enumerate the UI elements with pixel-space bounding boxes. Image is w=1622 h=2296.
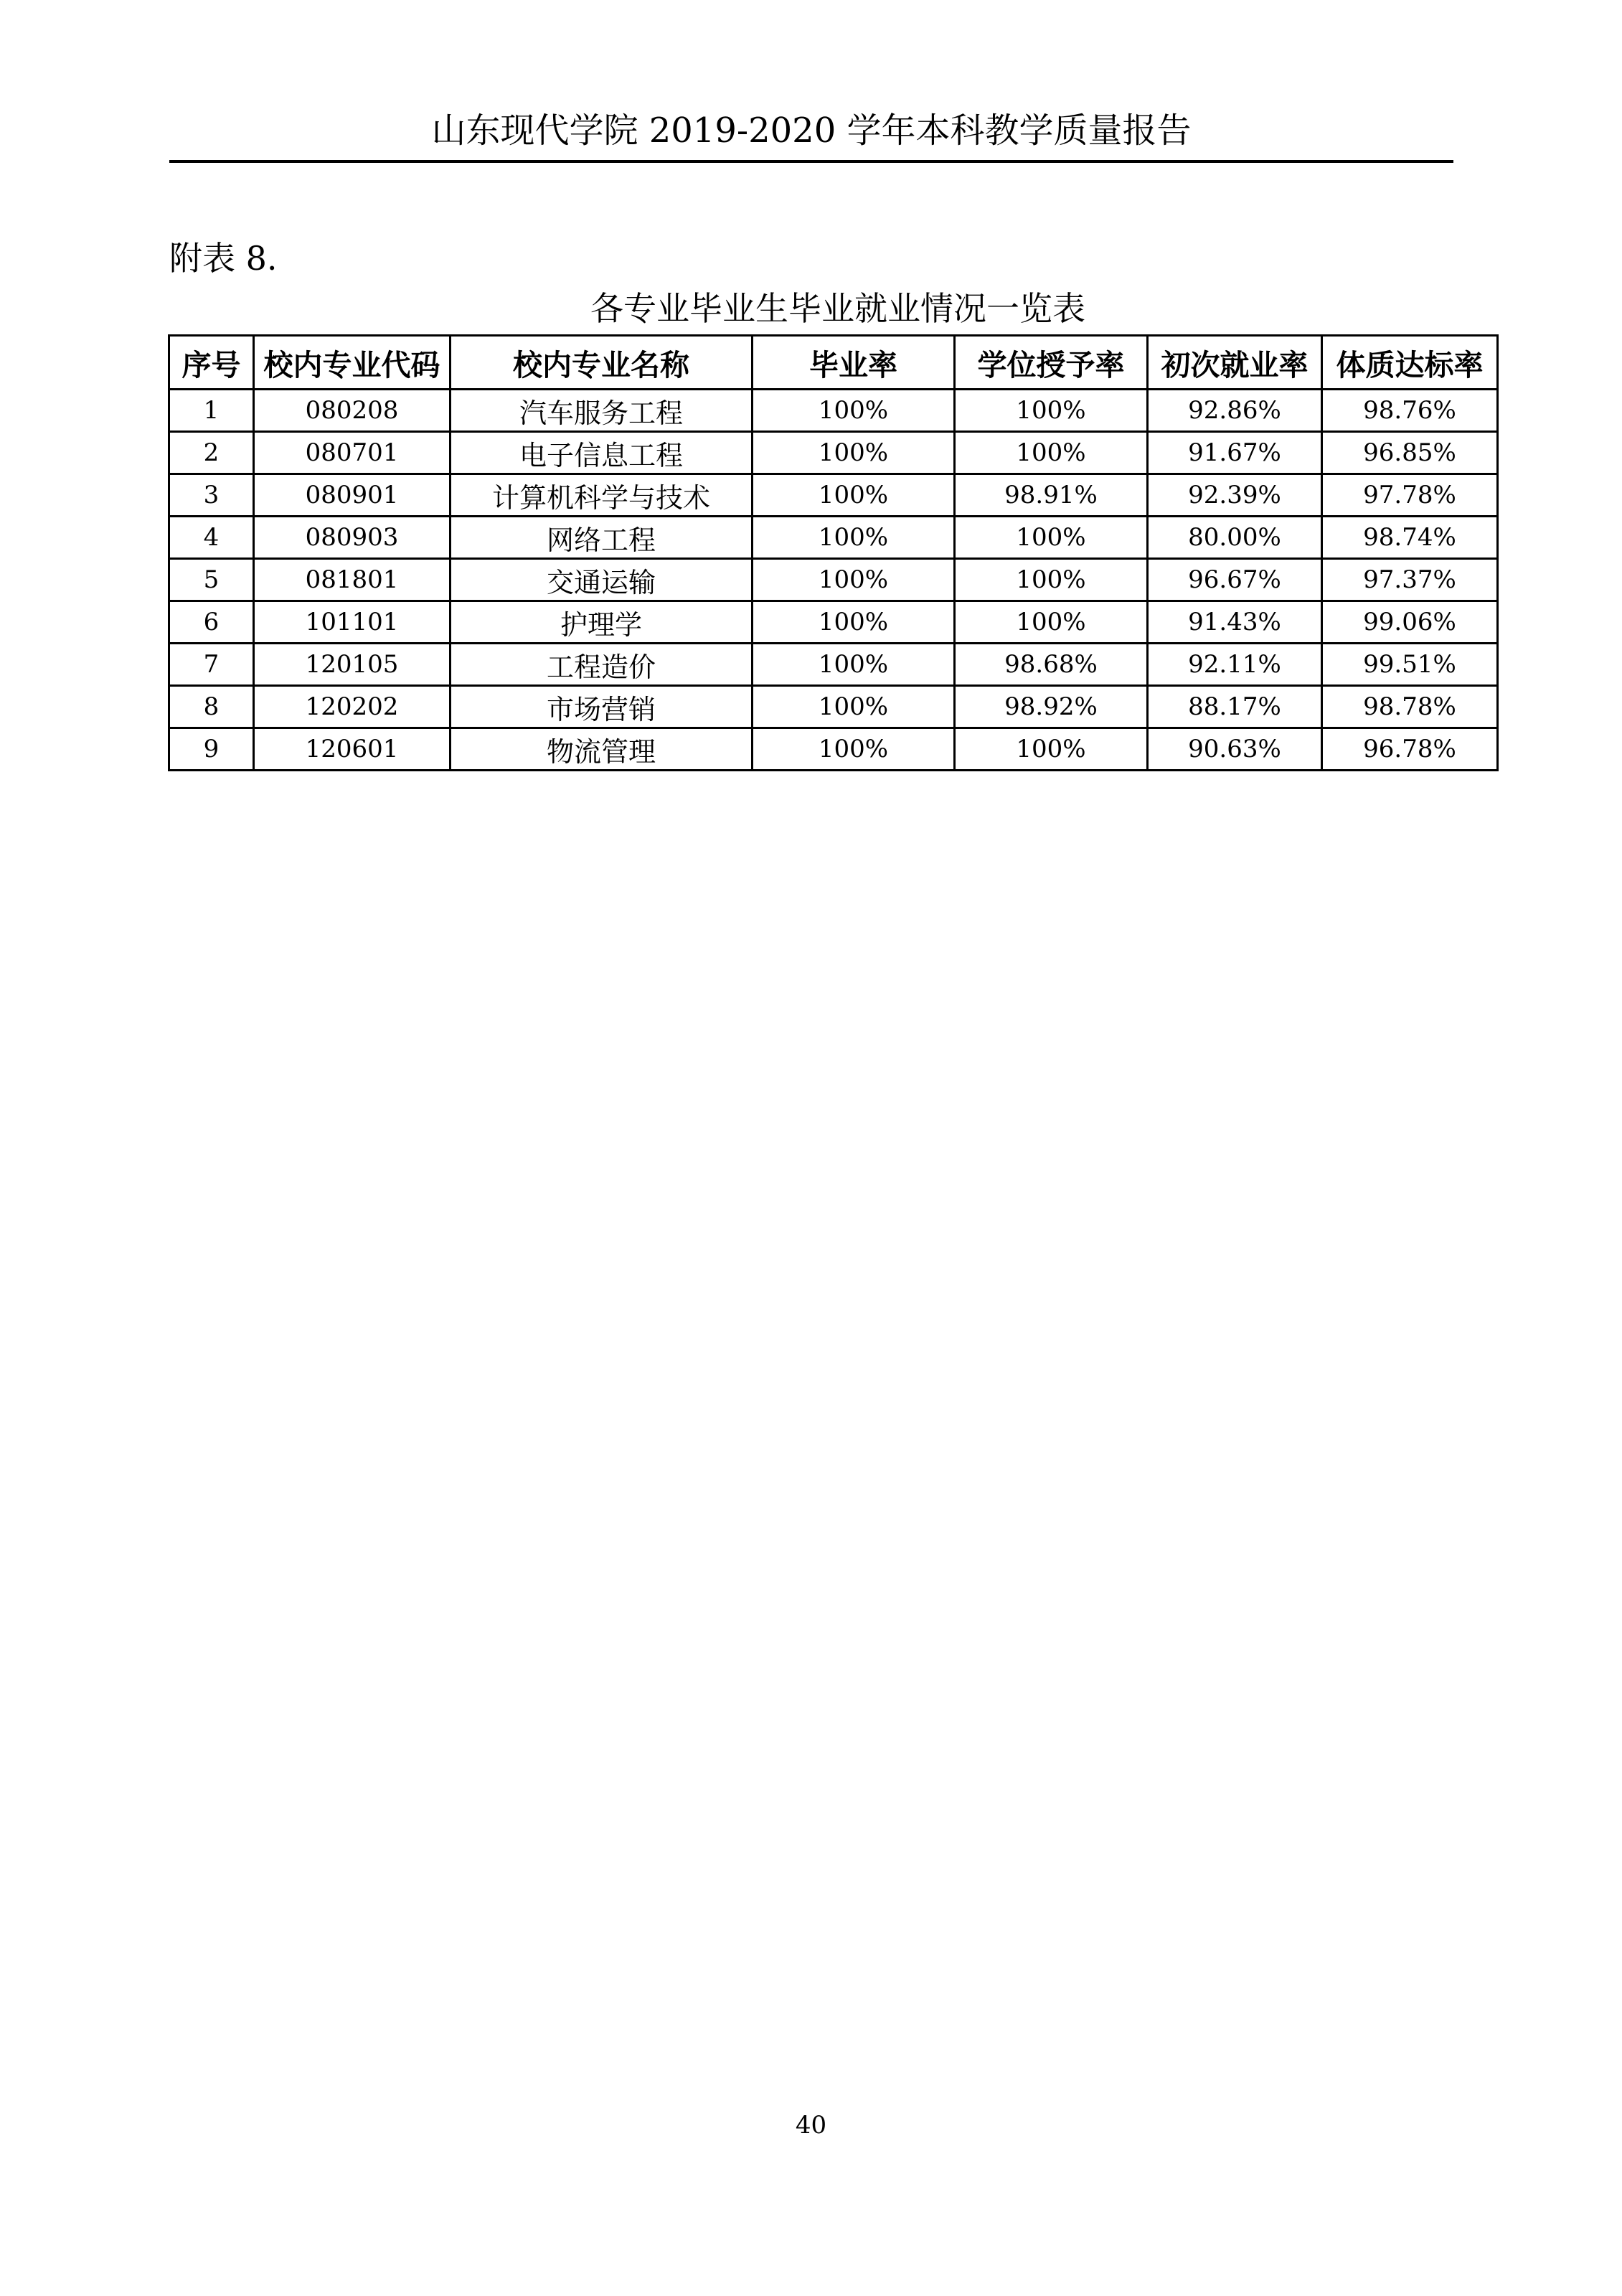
column-header-degree-rate: 学位授予率	[955, 336, 1148, 390]
cell-index: 6	[169, 601, 254, 644]
cell-employment-rate: 91.43%	[1148, 601, 1322, 644]
employment-table	[168, 334, 1499, 771]
cell-graduation-rate: 100%	[753, 686, 955, 728]
cell-major-code: 081801	[254, 559, 451, 601]
cell-major-name: 汽车服务工程	[451, 390, 753, 432]
cell-degree-rate: 100%	[955, 517, 1148, 559]
page-number: 40	[795, 2111, 827, 2140]
cell-graduation-rate: 100%	[753, 601, 955, 644]
cell-major-code: 080208	[254, 390, 451, 432]
cell-major-name: 计算机科学与技术	[451, 474, 753, 517]
cell-fitness-rate: 96.85%	[1322, 432, 1498, 474]
page-header-title: 山东现代学院 2019-2020 学年本科教学质量报告	[431, 110, 1192, 151]
cell-employment-rate: 80.00%	[1148, 517, 1322, 559]
cell-employment-rate: 88.17%	[1148, 686, 1322, 728]
table-row	[169, 432, 1498, 474]
cell-fitness-rate: 98.74%	[1322, 517, 1498, 559]
cell-graduation-rate: 100%	[753, 728, 955, 771]
table-row	[169, 517, 1498, 559]
appendix-label: 附表 8.	[169, 239, 278, 278]
column-header-major-name: 校内专业名称	[451, 336, 753, 390]
table-title: 各专业毕业生毕业就业情况一览表	[590, 289, 1085, 328]
cell-graduation-rate: 100%	[753, 517, 955, 559]
cell-fitness-rate: 97.37%	[1322, 559, 1498, 601]
cell-index: 7	[169, 644, 254, 686]
cell-index: 2	[169, 432, 254, 474]
cell-index: 5	[169, 559, 254, 601]
cell-major-code: 120202	[254, 686, 451, 728]
cell-employment-rate: 96.67%	[1148, 559, 1322, 601]
table-row	[169, 474, 1498, 517]
cell-degree-rate: 100%	[955, 601, 1148, 644]
cell-fitness-rate: 98.76%	[1322, 390, 1498, 432]
cell-employment-rate: 90.63%	[1148, 728, 1322, 771]
cell-index: 8	[169, 686, 254, 728]
cell-graduation-rate: 100%	[753, 432, 955, 474]
cell-degree-rate: 98.91%	[955, 474, 1148, 517]
cell-major-name: 网络工程	[451, 517, 753, 559]
cell-index: 9	[169, 728, 254, 771]
cell-graduation-rate: 100%	[753, 559, 955, 601]
column-header-fitness-rate: 体质达标率	[1322, 336, 1498, 390]
cell-fitness-rate: 98.78%	[1322, 686, 1498, 728]
cell-fitness-rate: 97.78%	[1322, 474, 1498, 517]
cell-employment-rate: 91.67%	[1148, 432, 1322, 474]
cell-degree-rate: 98.92%	[955, 686, 1148, 728]
column-header-index: 序号	[169, 336, 254, 390]
cell-major-name: 交通运输	[451, 559, 753, 601]
cell-major-code: 120601	[254, 728, 451, 771]
cell-employment-rate: 92.39%	[1148, 474, 1322, 517]
cell-major-name: 市场营销	[451, 686, 753, 728]
cell-index: 1	[169, 390, 254, 432]
cell-graduation-rate: 100%	[753, 644, 955, 686]
cell-degree-rate: 100%	[955, 728, 1148, 771]
cell-employment-rate: 92.86%	[1148, 390, 1322, 432]
cell-major-name: 工程造价	[451, 644, 753, 686]
cell-fitness-rate: 99.51%	[1322, 644, 1498, 686]
cell-major-code: 120105	[254, 644, 451, 686]
cell-index: 3	[169, 474, 254, 517]
table-row	[169, 390, 1498, 432]
table-row	[169, 686, 1498, 728]
header-rule	[169, 160, 1453, 163]
cell-fitness-rate: 96.78%	[1322, 728, 1498, 771]
cell-degree-rate: 100%	[955, 432, 1148, 474]
cell-fitness-rate: 99.06%	[1322, 601, 1498, 644]
cell-degree-rate: 100%	[955, 559, 1148, 601]
cell-major-name: 护理学	[451, 601, 753, 644]
cell-index: 4	[169, 517, 254, 559]
cell-employment-rate: 92.11%	[1148, 644, 1322, 686]
cell-major-name: 电子信息工程	[451, 432, 753, 474]
column-header-graduation-rate: 毕业率	[753, 336, 955, 390]
table-header-row	[169, 336, 1498, 390]
cell-major-code: 080701	[254, 432, 451, 474]
cell-graduation-rate: 100%	[753, 474, 955, 517]
cell-major-code: 080903	[254, 517, 451, 559]
table-row	[169, 601, 1498, 644]
cell-degree-rate: 98.68%	[955, 644, 1148, 686]
cell-major-name: 物流管理	[451, 728, 753, 771]
cell-graduation-rate: 100%	[753, 390, 955, 432]
column-header-major-code: 校内专业代码	[254, 336, 451, 390]
table-row	[169, 728, 1498, 771]
table-row	[169, 559, 1498, 601]
cell-major-code: 080901	[254, 474, 451, 517]
table-row	[169, 644, 1498, 686]
cell-degree-rate: 100%	[955, 390, 1148, 432]
column-header-employment-rate: 初次就业率	[1148, 336, 1322, 390]
cell-major-code: 101101	[254, 601, 451, 644]
